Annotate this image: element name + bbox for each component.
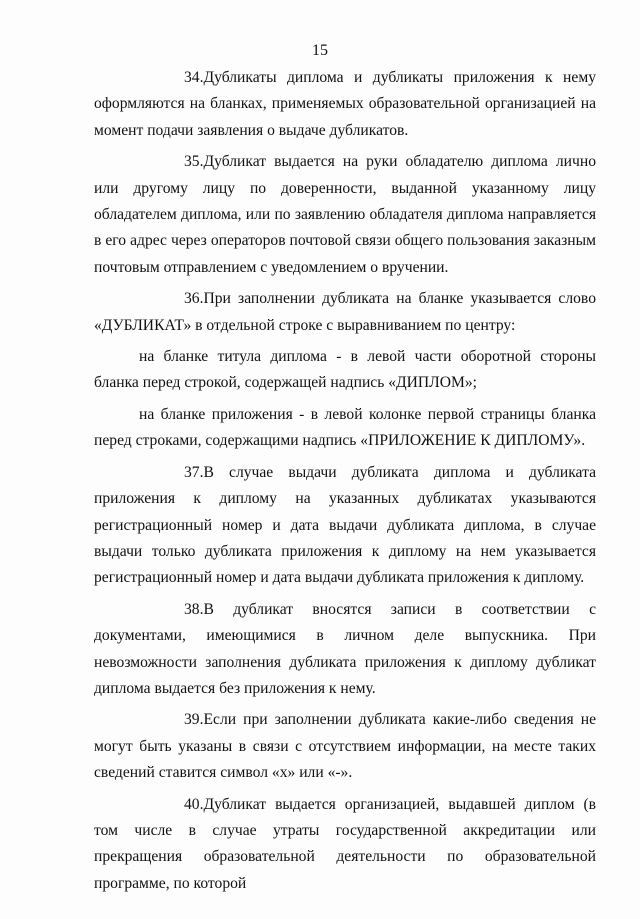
- paragraph-36-diploma-title: [94, 344, 596, 397]
- paragraph-36-supplement: [94, 402, 596, 455]
- paragraph-40: [94, 792, 596, 898]
- paragraph-text: При заполнении дубликата на бланке указывается слово «ДУБЛИКАТ» в отдельной строке с выравниванием по центру:: [94, 290, 596, 334]
- paragraph-number: 34.: [184, 69, 204, 86]
- paragraph-text: Дубликаты диплома и дубликаты приложения к нему оформляются на бланках, применяемых образовательной организацией на момент подачи заявления о выдаче дубликатов.: [94, 69, 596, 139]
- paragraph-number: 37.: [184, 463, 204, 481]
- page-number: 15: [312, 42, 328, 59]
- paragraph-number: 39.: [184, 711, 204, 729]
- paragraph-37: [94, 460, 596, 592]
- document-body: [94, 65, 596, 902]
- paragraph-number: 36.: [184, 290, 204, 308]
- paragraph-38: [94, 597, 596, 703]
- paragraph-39: [94, 707, 596, 786]
- paragraph-text: на бланке приложения - в левой колонке первой страницы бланка перед строками, содержащими надпись «ПРИЛОЖЕНИЕ К ДИПЛОМУ».: [94, 405, 596, 450]
- paragraph-36: [94, 286, 596, 339]
- paragraph-number: 35.: [184, 153, 204, 171]
- paragraph-text: В случае выдачи дубликата диплома и дубликата приложения к диплому на указанных дубликатах указываются регистрационный номер и дата выдачи дубликата диплома, в случае выдачи только дубликата приложения к диплому на нем указывается регистрационный номер и дата выдачи дубликата приложения к диплому.: [94, 463, 596, 587]
- paragraph-number: 40.: [184, 795, 204, 813]
- paragraph-number: 38.: [184, 600, 204, 618]
- paragraph-text: Дубликат выдается на руки обладателю диплома лично или другому лицу по доверенности, выданной указанному лицу обладателем диплома, или по заявлению обладателя диплома направляется в его адрес через операторов почтовой связи общего пользования заказным почтовым отправлением с уведомлением о вручении.: [94, 153, 596, 276]
- paragraph-34: [94, 65, 596, 144]
- paragraph-text: В дубликат вносятся записи в соответствии с документами, имеющимися в личном деле выпускника. При невозможности заполнения дубликата приложения к диплому дубликат диплома выдается без приложения к нему.: [94, 600, 596, 697]
- paragraph-text: на бланке титула диплома - в левой части оборотной стороны бланка перед строкой, содержащей надпись «ДИПЛОМ»;: [94, 348, 596, 392]
- paragraph-35: [94, 149, 596, 281]
- paragraph-text: Если при заполнении дубликата какие-либо сведения не могут быть указаны в связи с отсутствием информации, на месте таких сведений ставится символ «х» или «-».: [94, 711, 596, 782]
- paragraph-text: Дубликат выдается организацией, выдавшей диплом (в том числе в случае утраты государственной аккредитации или прекращения образовательной деятельности по образовательной программе, по которой: [94, 795, 596, 892]
